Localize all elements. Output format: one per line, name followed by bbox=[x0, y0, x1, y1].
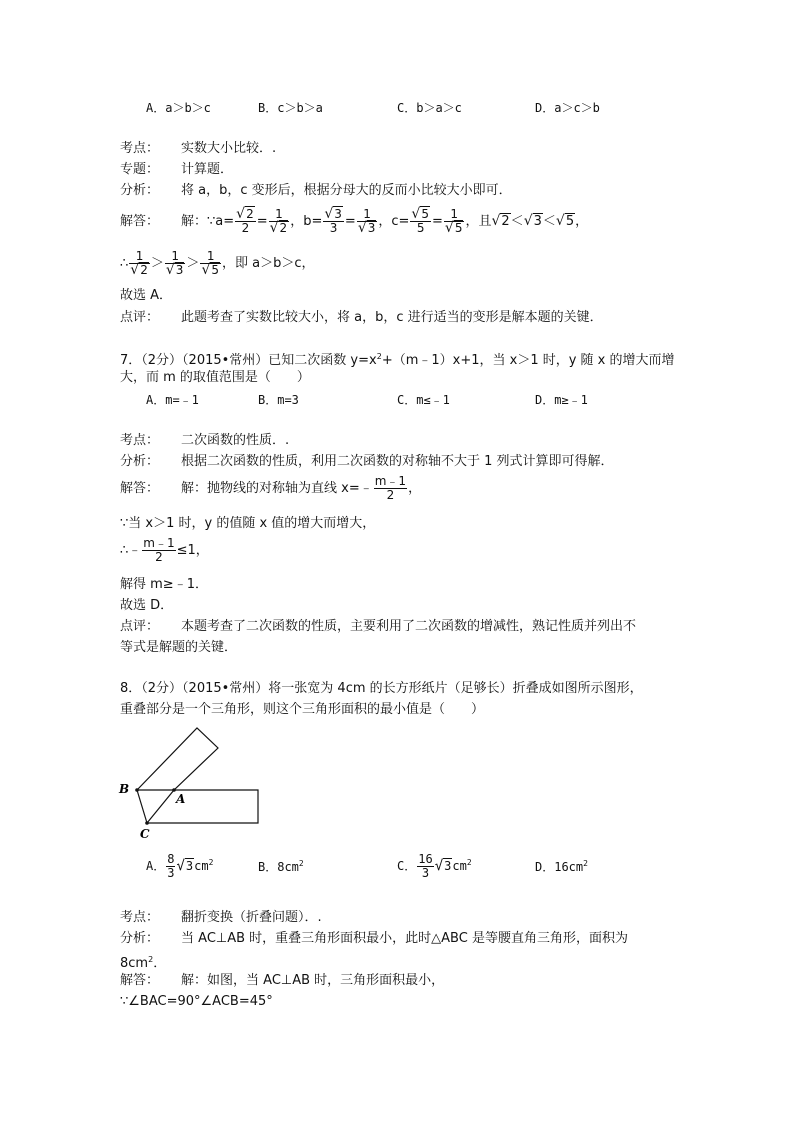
label-b: B bbox=[119, 782, 130, 796]
q8-stem-line1: 8．（2分）（2015•常州）将一张宽为 4cm 的长方形纸片（足够长）折叠成如图所示图形， bbox=[120, 681, 643, 696]
label-c: C bbox=[140, 827, 150, 841]
horizontal-strip bbox=[147, 790, 258, 823]
q8-because: ∵∠BAC=90°∠ACB=45° bbox=[120, 994, 273, 1009]
label-a: A bbox=[176, 792, 186, 806]
q6-option-b: B．c＞b＞a bbox=[258, 101, 323, 115]
q7-stem-line2: 大，而 m 的取值范围是（ ） bbox=[120, 370, 310, 385]
q6-therefore: ∴ $\frac{1}{√2}$ ＞ $\frac{1}{√3}$ ＞ $\frac{1}{√5}$ ，即 a＞b＞c， bbox=[120, 249, 315, 278]
point-b bbox=[135, 788, 139, 792]
q7-fraction: $\frac{m﹣1}{2}$ bbox=[374, 474, 407, 502]
q7-jieda: 解答： 解：抛物线的对称轴为直线 x=﹣ $\frac{m﹣1}{2}$ ， bbox=[120, 474, 422, 502]
q7-therefore: ∴﹣ $\frac{m﹣1}{2}$ ≤1， bbox=[120, 536, 209, 564]
q6-kaodian: 考点： 实数大小比较．. bbox=[120, 141, 277, 156]
q6-option-a: A．a＞b＞c bbox=[146, 101, 211, 115]
q7-kaodian: 考点： 二次函数的性质．. bbox=[120, 433, 290, 448]
point-c bbox=[145, 821, 149, 825]
q6-option-d: D．a＞c＞b bbox=[535, 101, 600, 115]
q8-option-d: D．$16cm^2$ bbox=[535, 859, 588, 874]
q8-fenxi-line2: $8cm^2$． bbox=[120, 955, 167, 971]
q7-option-b: B．m=3 bbox=[258, 393, 299, 407]
q6-jieda: 解答： 解：∵a= $\frac{√2}{2}$ = $\frac{1}{√2}$ ，b= $\frac{√3}{3}$ = $\frac{1}{√3}$ ，c= $\frac{√5}{5}$ = $\frac{1}{√5}$ ，且√2＜√3＜√5， bbox=[120, 206, 589, 236]
q6-pingping: 点评： 此题考查了实数比较大小，将 a，b，c 进行适当的变形是解本题的关键． bbox=[120, 310, 603, 325]
q8-stem-line2: 重叠部分是一个三角形，则这个三角形面积的最小值是（ ） bbox=[120, 702, 485, 717]
fold-figure bbox=[110, 720, 270, 845]
folded-strip bbox=[137, 728, 218, 790]
q6-conclusion: 故选 A． bbox=[120, 288, 173, 303]
q8-option-a: A． $\frac{8}{3}$ $√3cm^2$ bbox=[146, 852, 214, 880]
q7-stem-line1: 7．（2分）（2015•常州）已知二次函数 $y=x^2+(m﹣1)x+1$，当 x＞1 时，y 随 x 的增大而增 bbox=[120, 352, 675, 368]
q8-option-c: C． $\frac{16}{3}$ $√3cm^2$ bbox=[397, 852, 472, 880]
q8-fenxi-line1: 分析： 当 AC⊥AB 时，重叠三角形面积最小，此时△ABC 是等腰直角三角形，面积为 bbox=[120, 931, 628, 946]
q8-jieda: 解答： 解：如图，当 AC⊥AB 时，三角形面积最小， bbox=[120, 973, 445, 988]
q7-because: ∵当 x＞1 时，y 的值随 x 值的增大而增大， bbox=[120, 516, 376, 531]
q6-zhuanti: 专题： 计算题． bbox=[120, 162, 234, 177]
q7-solve: 解得 m≥﹣1． bbox=[120, 577, 208, 592]
q8-kaodian: 考点： 翻折变换（折叠问题）．. bbox=[120, 910, 322, 925]
q7-conclusion: 故选 D． bbox=[120, 598, 174, 613]
q6-fenxi: 分析： 将 a，b，c 变形后，根据分母大的反而小比较大小即可． bbox=[120, 183, 512, 198]
q7-fenxi: 分析： 根据二次函数的性质，利用二次函数的对称轴不大于 1 列式计算即可得解． bbox=[120, 454, 614, 469]
q7-pingping-line2: 等式是解题的关键． bbox=[120, 640, 238, 655]
q7-option-a: A．m=﹣1 bbox=[146, 393, 199, 407]
q7-pingping-line1: 点评： 本题考查了二次函数的性质，主要利用了二次函数的增减性，熟记性质并列出不 bbox=[120, 619, 637, 634]
segment-bc bbox=[137, 790, 147, 823]
q7-option-c: C．m≤﹣1 bbox=[397, 393, 450, 407]
q6-option-c: C．b＞a＞c bbox=[397, 101, 462, 115]
q7-option-d: D．m≥﹣1 bbox=[535, 393, 588, 407]
q8-option-b: B．$8cm^2$ bbox=[258, 859, 304, 874]
